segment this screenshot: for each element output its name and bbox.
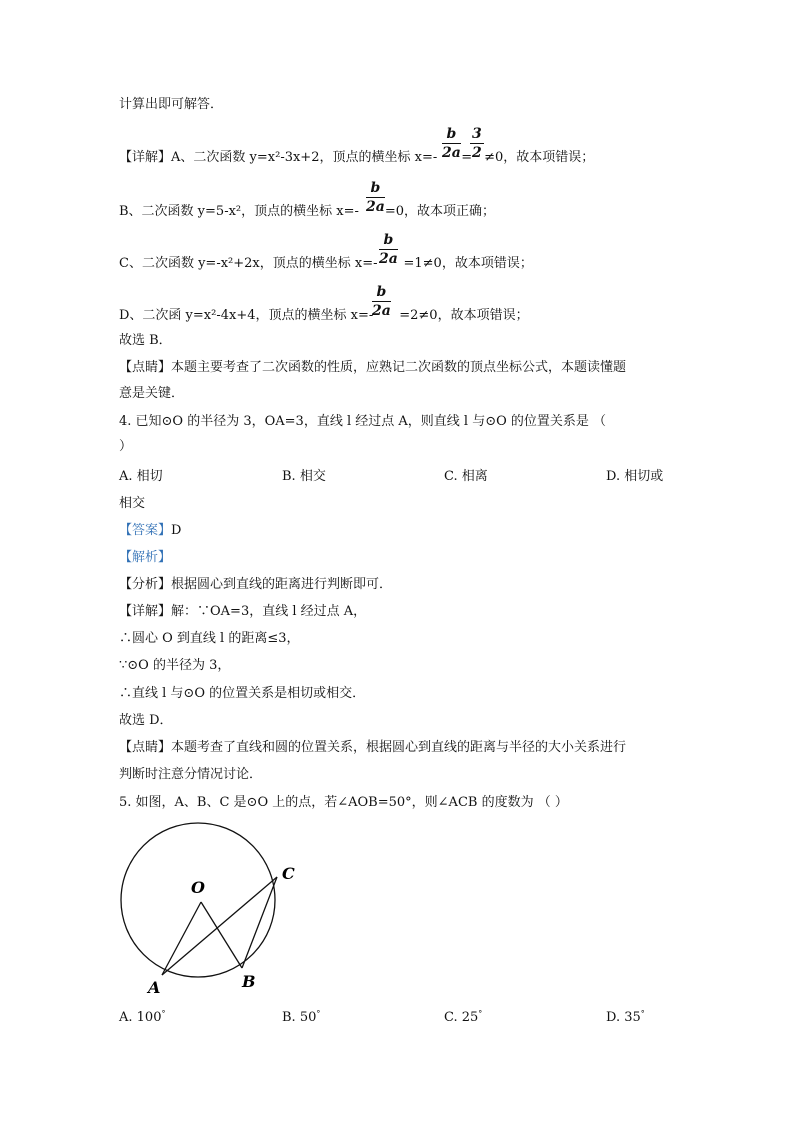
q4-fenxi: 【分析】根据圆心到直线的距离进行判断即可． <box>119 577 393 592</box>
q5-option-c: C. 25° <box>444 1009 483 1025</box>
fraction-b-over-2a-c: b 2a <box>379 232 398 267</box>
q4-option-c: C. 相离 <box>444 469 488 484</box>
q3-option-c-line: C、二次函数 y=-x²+2x，顶点的横坐标 x=- =1≠0，故本项错误； <box>119 256 533 271</box>
q3-comment-line-1: 【点睛】本题主要考查了二次函数的性质，应熟记二次函数的顶点坐标公式，本题读懂题 <box>119 360 627 375</box>
q3-comment-line-2: 意是关键． <box>119 386 185 401</box>
label-c: C <box>282 864 295 883</box>
q4-option-b: B. 相交 <box>282 469 326 484</box>
comment-tag: 【点睛】 <box>119 740 172 755</box>
q5-option-a: A. 100° <box>119 1009 166 1025</box>
segment-oa <box>162 902 201 975</box>
fenxi-tag: 【分析】 <box>119 577 172 592</box>
q5-stem: 5. 如图，A、B、C 是⊙O 上的点，若∠AOB=50°，则∠ACB 的度数为 （ ） <box>119 795 568 810</box>
segment-ac <box>162 877 277 975</box>
q3-option-a-line: 【详解】A、二次函数 y=x²-3x+2，顶点的横坐标 x=- = ≠0，故本项错误； <box>119 150 595 165</box>
q4-detail-line-4: ∴直线 l 与⊙O 的位置关系是相切或相交． <box>119 686 366 701</box>
q4-choose: 故选 D． <box>119 713 173 728</box>
q4-option-d: D. 相切或 <box>606 469 664 484</box>
label-o: O <box>191 878 205 897</box>
detail-tag: 【详解】 <box>119 150 172 165</box>
q3-option-b-line: B、二次函数 y=5-x²，顶点的横坐标 x=- =0，故本项正确； <box>119 204 496 219</box>
q3-option-d-line: D、二次函 y=x²-4x+4，顶点的横坐标 x=- =2≠0，故本项错误； <box>119 308 529 323</box>
q4-stem-line-1: 4. 已知⊙O 的半径为 3，OA=3，直线 l 经过点 A，则直线 l 与⊙O 的位置关系是 （ <box>119 414 607 429</box>
q5-option-d: D. 35° <box>606 1009 645 1025</box>
q4-comment-line-1: 【点睛】本题考查了直线和圆的位置关系，根据圆心到直线的距离与半径的大小关系进行 <box>119 740 627 755</box>
fraction-b-over-2a-a: b 2a <box>442 126 461 161</box>
detail-tag: 【详解】 <box>119 604 172 619</box>
fraction-b-over-2a-b: b 2a <box>366 180 385 215</box>
q5-circle-diagram <box>110 815 310 1000</box>
q4-option-d-continued: 相交 <box>119 496 146 511</box>
q4-analysis-tag: 【解析】 <box>119 550 172 565</box>
circle-o <box>121 823 275 977</box>
fraction-3-over-2: 3 2 <box>472 126 482 161</box>
q5-option-b: B. 50° <box>282 1009 321 1025</box>
comment-tag: 【点睛】 <box>119 360 172 375</box>
label-a: A <box>148 978 161 997</box>
q4-detail-line-2: ∴圆心 O 到直线 l 的距离≤3， <box>119 631 300 646</box>
fraction-b-over-2a-d: b 2a <box>372 284 391 319</box>
q4-comment-line-2: 判断时注意分情况讨论． <box>119 767 263 782</box>
q4-detail-line-1: 【详解】解：∵OA=3，直线 l 经过点 A， <box>119 604 367 619</box>
answer-tag: 【答案】 <box>119 523 172 538</box>
q3-line-0: 计算出即可解答． <box>119 97 224 112</box>
q4-stem-line-2: ） <box>119 439 133 454</box>
q3-choose: 故选 B． <box>119 333 172 348</box>
q4-option-a: A. 相切 <box>119 469 163 484</box>
label-b: B <box>242 972 256 991</box>
q4-detail-line-3: ∵⊙O 的半径为 3， <box>119 658 231 673</box>
q4-answer: 【答案】D <box>119 523 182 538</box>
